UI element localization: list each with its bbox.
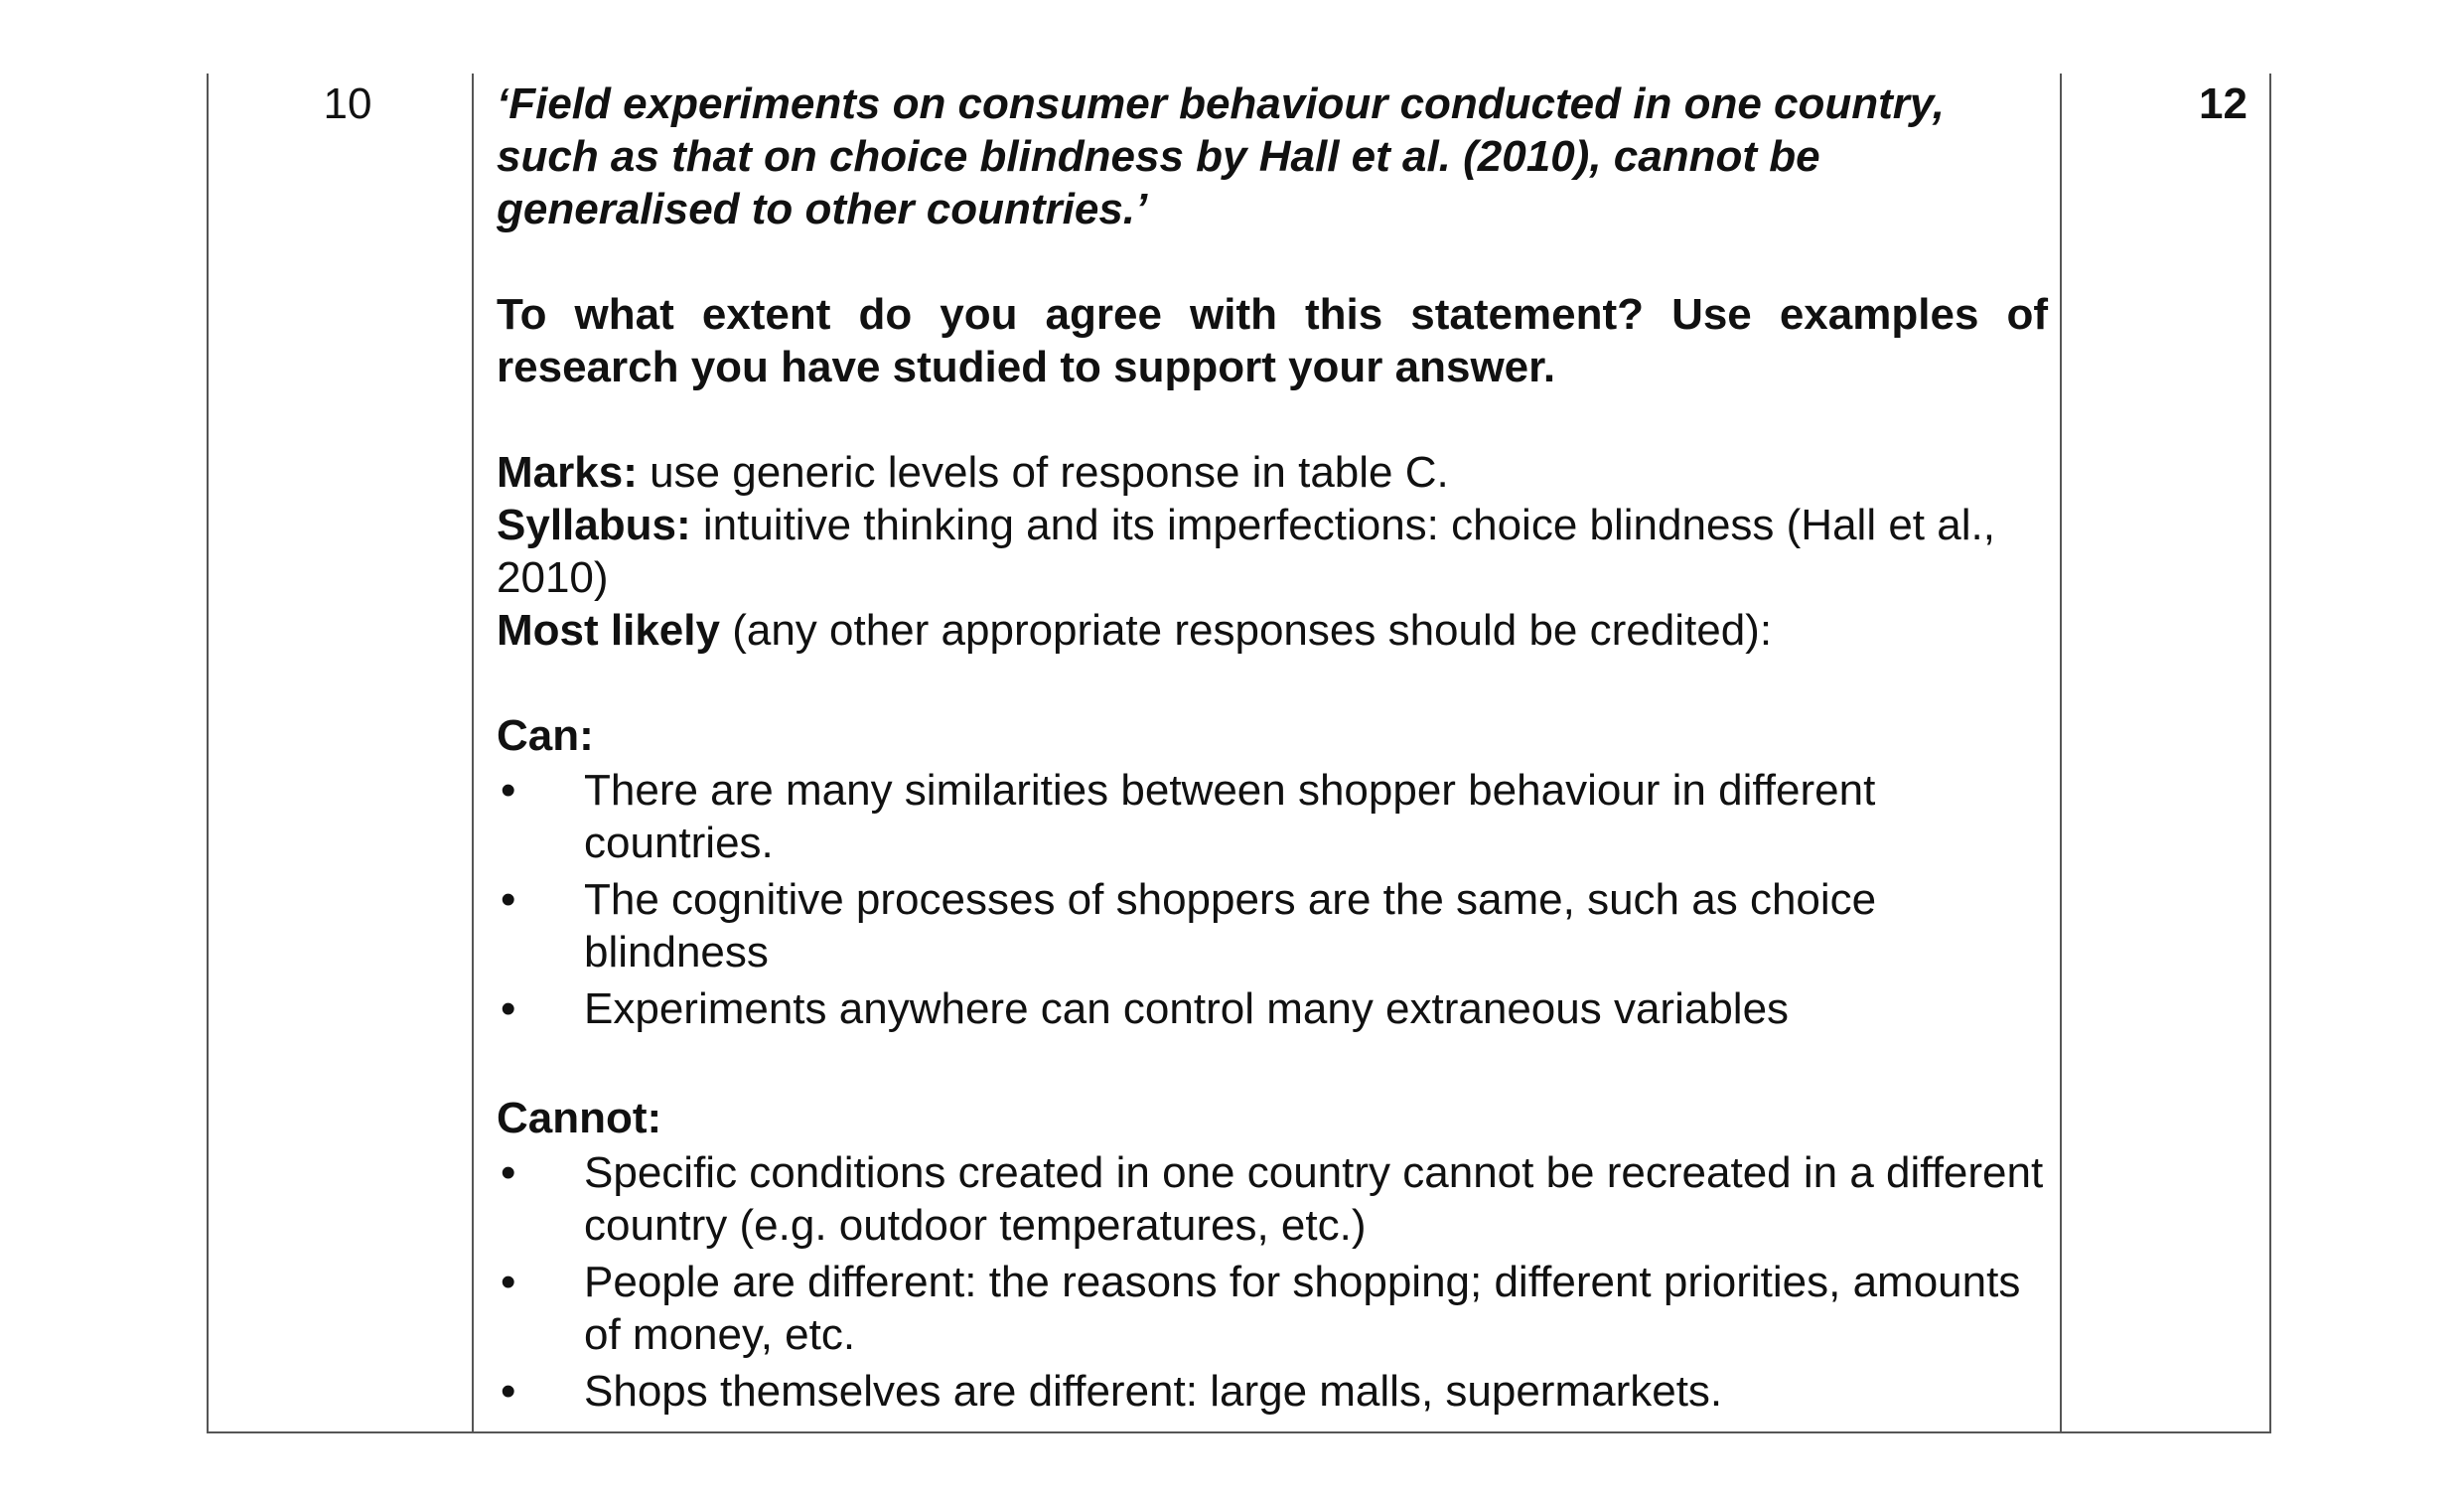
marks-value: 12 — [2199, 79, 2247, 128]
list-item: • Specific conditions created in one country cannot be recreated in a different country (e.g. outdoor temperatures, etc.) — [501, 1148, 2044, 1250]
likely-label: Most likely — [497, 606, 720, 655]
cannot-heading: Cannot: — [497, 1094, 662, 1142]
list-item: • People are different: the reasons for shopping; different priorities, amounts of money, etc. — [501, 1258, 2021, 1359]
marks-line — [497, 446, 2048, 499]
bullet-icon: • — [501, 875, 516, 924]
column-divider — [472, 74, 474, 1431]
bullet-icon: • — [501, 1148, 516, 1197]
marks-label: Marks: — [497, 448, 638, 497]
question-task: To what extent do you agree with this statement? Use examples of research you have studied to support your answer. — [497, 290, 2048, 391]
bullet-icon: • — [501, 984, 516, 1033]
syllabus-label: Syllabus: — [497, 501, 691, 549]
list-item: • There are many similarities between shopper behaviour in different countries. — [501, 766, 1876, 867]
question-number: 10 — [323, 79, 372, 128]
list-item: • The cognitive processes of shoppers are the same, such as choice blindness — [501, 875, 1877, 976]
can-heading: Can: — [497, 711, 594, 760]
can-list — [497, 764, 2048, 1035]
list-item: • Shops themselves are different: large malls, supermarkets. — [501, 1367, 1723, 1416]
column-divider — [2060, 74, 2062, 1431]
cannot-list — [497, 1146, 2048, 1418]
mark-scheme-table — [207, 74, 2271, 1433]
question-quote: ‘Field experiments on consumer behaviour conducted in one country, such as that on choice blindness by Hall et al. (2010), cannot be generalised to other countries.’ — [497, 79, 1945, 233]
syllabus-text: intuitive thinking and its imperfections: choice blindness (Hall et al., 2010) — [497, 501, 1995, 602]
bullet-icon: • — [501, 1258, 516, 1306]
syllabus-line — [497, 499, 2048, 604]
bullet-icon: • — [501, 766, 516, 815]
list-item: • Experiments anywhere can control many extraneous variables — [501, 984, 1790, 1033]
answer-guidance — [497, 77, 2048, 1422]
bullet-icon: • — [501, 1367, 516, 1416]
marks-text: use generic levels of response in table C. — [637, 448, 1449, 497]
likely-text: (any other appropriate responses should be credited): — [719, 606, 1773, 655]
likely-line — [497, 604, 2048, 657]
